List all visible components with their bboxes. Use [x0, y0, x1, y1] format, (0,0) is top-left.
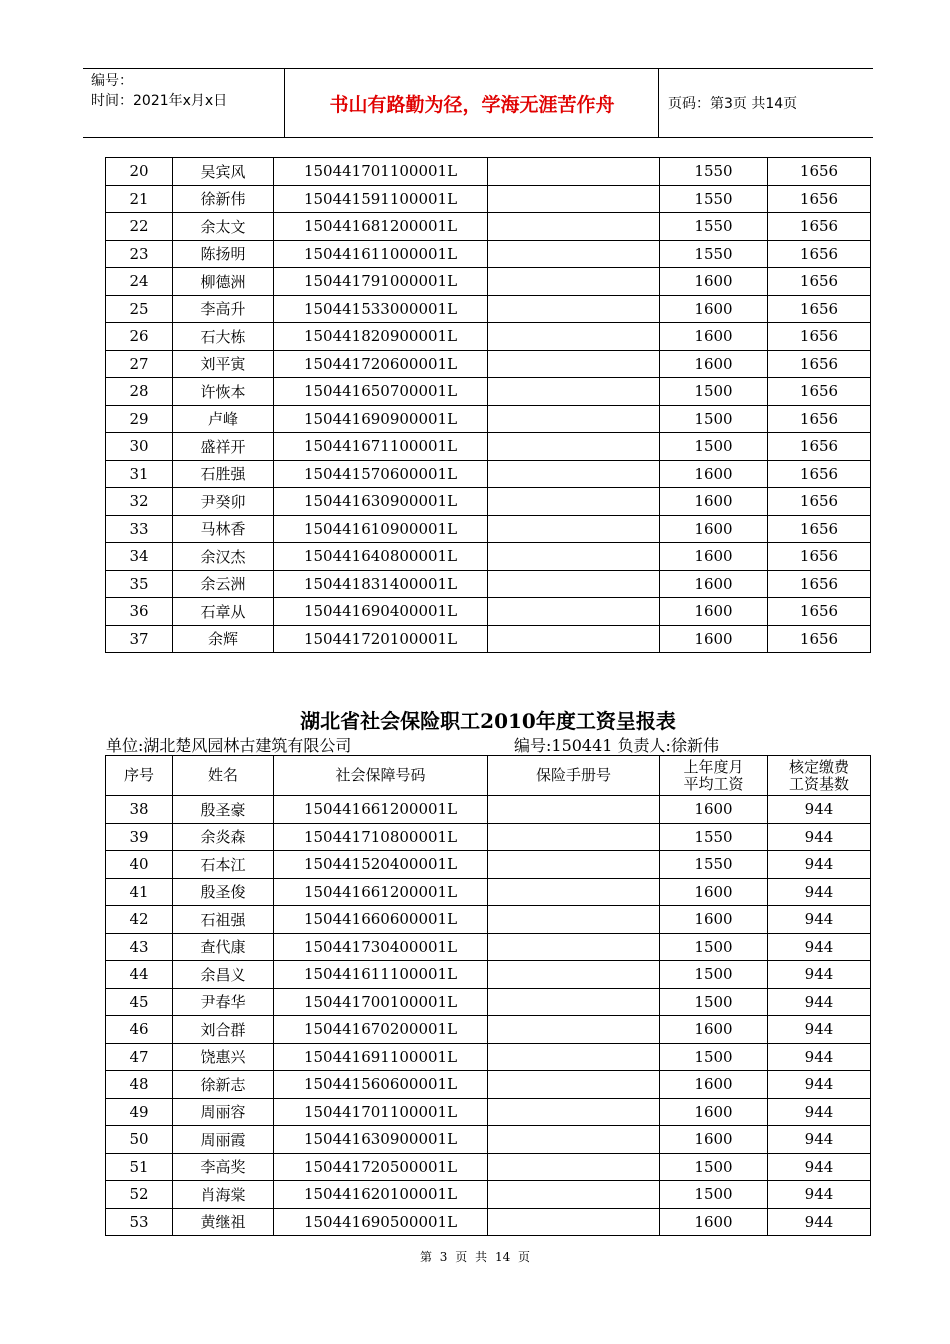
cell-ssn: 150441701100001L	[274, 158, 488, 186]
cell-name: 柳德洲	[173, 268, 274, 296]
cell-ssn: 150441730400001L	[274, 933, 488, 961]
cell-handbook	[488, 906, 660, 934]
cell-avg-wage: 1600	[660, 1126, 768, 1154]
cell-ssn: 150441671100001L	[274, 433, 488, 461]
cell-ssn: 150441630900001L	[274, 488, 488, 516]
cell-name: 卢峰	[173, 405, 274, 433]
cell-seq: 50	[106, 1126, 173, 1154]
footer-page-number: 3	[439, 1250, 448, 1264]
cell-name: 石祖强	[173, 906, 274, 934]
table-row	[106, 625, 871, 653]
page-header	[83, 68, 873, 138]
header-date-label: 时间：2021年x月x日	[91, 93, 228, 109]
footer-total-pages: 14	[494, 1250, 511, 1264]
cell-name: 周丽容	[173, 1098, 274, 1126]
cell-seq: 45	[106, 988, 173, 1016]
page-footer	[0, 1248, 950, 1265]
cell-ssn: 150441700100001L	[274, 988, 488, 1016]
cell-ssn: 150441661200001L	[274, 796, 488, 824]
cell-avg-wage: 1500	[660, 933, 768, 961]
cell-seq: 22	[106, 213, 173, 241]
cell-ssn: 150441690500001L	[274, 1208, 488, 1236]
cell-base-wage: 1656	[768, 598, 871, 626]
cell-base-wage: 1656	[768, 433, 871, 461]
cell-seq: 27	[106, 350, 173, 378]
cell-handbook	[488, 213, 660, 241]
cell-avg-wage: 1600	[660, 1208, 768, 1236]
cell-handbook	[488, 405, 660, 433]
table-header-row	[106, 756, 871, 796]
cell-ssn: 150441630900001L	[274, 1126, 488, 1154]
cell-base-wage: 1656	[768, 323, 871, 351]
table-row	[106, 488, 871, 516]
cell-avg-wage: 1550	[660, 851, 768, 879]
cell-base-wage: 944	[768, 1208, 871, 1236]
cell-avg-wage: 1550	[660, 240, 768, 268]
cell-ssn: 150441661200001L	[274, 878, 488, 906]
cell-name: 陈扬明	[173, 240, 274, 268]
cell-handbook	[488, 543, 660, 571]
cell-ssn: 150441620100001L	[274, 1181, 488, 1209]
cell-avg-wage: 1600	[660, 1071, 768, 1099]
cell-avg-wage: 1600	[660, 515, 768, 543]
cell-name: 殷圣俊	[173, 878, 274, 906]
table-row	[106, 961, 871, 989]
cell-avg-wage: 1500	[660, 961, 768, 989]
cell-base-wage: 1656	[768, 570, 871, 598]
cell-handbook	[488, 1153, 660, 1181]
cell-ssn: 150441591100001L	[274, 185, 488, 213]
table-row	[106, 1181, 871, 1209]
cell-seq: 44	[106, 961, 173, 989]
table-row	[106, 1153, 871, 1181]
cell-name: 余辉	[173, 625, 274, 653]
cell-name: 余太文	[173, 213, 274, 241]
cell-name: 徐新伟	[173, 185, 274, 213]
cell-ssn: 150441831400001L	[274, 570, 488, 598]
cell-avg-wage: 1600	[660, 1016, 768, 1044]
cell-handbook	[488, 268, 660, 296]
cell-handbook	[488, 988, 660, 1016]
cell-handbook	[488, 878, 660, 906]
footer-text: 第	[419, 1250, 432, 1264]
header-page-label: 页码：第3页 共14页	[668, 96, 798, 112]
cell-seq: 26	[106, 323, 173, 351]
cell-name: 余汉杰	[173, 543, 274, 571]
cell-seq: 46	[106, 1016, 173, 1044]
cell-seq: 31	[106, 460, 173, 488]
cell-handbook	[488, 1071, 660, 1099]
table-row	[106, 405, 871, 433]
table-row	[106, 268, 871, 296]
cell-name: 刘合群	[173, 1016, 274, 1044]
cell-handbook	[488, 323, 660, 351]
cell-base-wage: 944	[768, 906, 871, 934]
cell-seq: 41	[106, 878, 173, 906]
table-row	[106, 213, 871, 241]
cell-seq: 29	[106, 405, 173, 433]
table-row	[106, 598, 871, 626]
cell-base-wage: 1656	[768, 625, 871, 653]
cell-seq: 34	[106, 543, 173, 571]
cell-seq: 21	[106, 185, 173, 213]
cell-name: 余炎森	[173, 823, 274, 851]
table-row	[106, 543, 871, 571]
cell-base-wage: 944	[768, 1126, 871, 1154]
cell-handbook	[488, 570, 660, 598]
cell-avg-wage: 1600	[660, 796, 768, 824]
cell-base-wage: 944	[768, 1153, 871, 1181]
cell-ssn: 150441690900001L	[274, 405, 488, 433]
cell-base-wage: 1656	[768, 350, 871, 378]
cell-ssn: 150441720500001L	[274, 1153, 488, 1181]
cell-name: 尹癸卯	[173, 488, 274, 516]
header-avg-wage: 上年度月 平均工资	[660, 756, 768, 796]
wage-table-continued	[105, 157, 871, 653]
cell-handbook	[488, 460, 660, 488]
cell-name: 李高升	[173, 295, 274, 323]
footer-text: 页	[455, 1250, 468, 1264]
cell-avg-wage: 1500	[660, 405, 768, 433]
table-row	[106, 1043, 871, 1071]
cell-avg-wage: 1550	[660, 185, 768, 213]
cell-ssn: 150441670200001L	[274, 1016, 488, 1044]
table-row	[106, 1126, 871, 1154]
cell-base-wage: 1656	[768, 295, 871, 323]
cell-name: 徐新志	[173, 1071, 274, 1099]
cell-handbook	[488, 515, 660, 543]
cell-seq: 23	[106, 240, 173, 268]
header-code-label: 编号：	[91, 73, 133, 89]
table-row	[106, 1098, 871, 1126]
cell-seq: 48	[106, 1071, 173, 1099]
cell-seq: 35	[106, 570, 173, 598]
cell-handbook	[488, 295, 660, 323]
cell-handbook	[488, 796, 660, 824]
cell-handbook	[488, 185, 660, 213]
cell-handbook	[488, 1126, 660, 1154]
unit-line: 单位:湖北楚风园林古建筑有限公司	[106, 736, 352, 755]
cell-avg-wage: 1550	[660, 213, 768, 241]
cell-seq: 42	[106, 906, 173, 934]
cell-name: 余昌义	[173, 961, 274, 989]
header-ssn: 社会保障号码	[274, 756, 488, 796]
table-row	[106, 158, 871, 186]
cell-seq: 25	[106, 295, 173, 323]
cell-base-wage: 944	[768, 1071, 871, 1099]
cell-ssn: 150441611000001L	[274, 240, 488, 268]
cell-handbook	[488, 1181, 660, 1209]
cell-avg-wage: 1600	[660, 598, 768, 626]
cell-seq: 28	[106, 378, 173, 406]
cell-avg-wage: 1600	[660, 488, 768, 516]
table-row	[106, 295, 871, 323]
cell-handbook	[488, 823, 660, 851]
cell-name: 许恢本	[173, 378, 274, 406]
cell-ssn: 150441610900001L	[274, 515, 488, 543]
cell-name: 石大栋	[173, 323, 274, 351]
table-row	[106, 350, 871, 378]
cell-ssn: 150441560600001L	[274, 1071, 488, 1099]
cell-avg-wage: 1500	[660, 1043, 768, 1071]
cell-name: 吴宾风	[173, 158, 274, 186]
cell-name: 石章从	[173, 598, 274, 626]
table-row	[106, 460, 871, 488]
table-row	[106, 570, 871, 598]
table-row	[106, 240, 871, 268]
cell-handbook	[488, 240, 660, 268]
cell-handbook	[488, 1043, 660, 1071]
cell-base-wage: 944	[768, 1016, 871, 1044]
cell-base-wage: 944	[768, 878, 871, 906]
table-row	[106, 1208, 871, 1236]
cell-ssn: 150441660600001L	[274, 906, 488, 934]
cell-handbook	[488, 488, 660, 516]
table-row	[106, 1071, 871, 1099]
cell-seq: 47	[106, 1043, 173, 1071]
cell-handbook	[488, 961, 660, 989]
cell-handbook	[488, 1208, 660, 1236]
cell-ssn: 150441710800001L	[274, 823, 488, 851]
cell-name: 查代康	[173, 933, 274, 961]
cell-base-wage: 1656	[768, 460, 871, 488]
cell-name: 马林香	[173, 515, 274, 543]
cell-seq: 43	[106, 933, 173, 961]
header-base-wage: 核定缴费 工资基数	[768, 756, 871, 796]
table-row	[106, 878, 871, 906]
cell-avg-wage: 1600	[660, 543, 768, 571]
cell-avg-wage: 1600	[660, 460, 768, 488]
cell-ssn: 150441533000001L	[274, 295, 488, 323]
cell-base-wage: 1656	[768, 158, 871, 186]
table-row	[106, 906, 871, 934]
cell-base-wage: 944	[768, 933, 871, 961]
table-row	[106, 1016, 871, 1044]
cell-seq: 51	[106, 1153, 173, 1181]
cell-avg-wage: 1600	[660, 295, 768, 323]
header-motto: 书山有路勤为径，学海无涯苦作舟	[329, 93, 615, 116]
cell-avg-wage: 1600	[660, 268, 768, 296]
cell-avg-wage: 1600	[660, 323, 768, 351]
cell-seq: 32	[106, 488, 173, 516]
table-row	[106, 323, 871, 351]
cell-name: 盛祥开	[173, 433, 274, 461]
cell-base-wage: 944	[768, 851, 871, 879]
cell-ssn: 150441820900001L	[274, 323, 488, 351]
cell-name: 黄继祖	[173, 1208, 274, 1236]
cell-seq: 53	[106, 1208, 173, 1236]
table-row	[106, 796, 871, 824]
cell-handbook	[488, 625, 660, 653]
cell-avg-wage: 1500	[660, 1181, 768, 1209]
cell-base-wage: 1656	[768, 185, 871, 213]
cell-seq: 38	[106, 796, 173, 824]
cell-base-wage: 944	[768, 796, 871, 824]
cell-seq: 30	[106, 433, 173, 461]
cell-seq: 52	[106, 1181, 173, 1209]
cell-name: 余云洲	[173, 570, 274, 598]
table-row	[106, 433, 871, 461]
cell-base-wage: 1656	[768, 268, 871, 296]
cell-base-wage: 944	[768, 961, 871, 989]
cell-base-wage: 944	[768, 823, 871, 851]
header-handbook: 保险手册号	[488, 756, 660, 796]
cell-name: 刘平寅	[173, 350, 274, 378]
cell-avg-wage: 1550	[660, 158, 768, 186]
cell-base-wage: 1656	[768, 240, 871, 268]
code-manager-line: 编号:150441 负责人:徐新伟	[514, 736, 719, 755]
cell-seq: 33	[106, 515, 173, 543]
cell-base-wage: 1656	[768, 515, 871, 543]
cell-ssn: 150441690400001L	[274, 598, 488, 626]
cell-name: 尹春华	[173, 988, 274, 1016]
cell-name: 殷圣豪	[173, 796, 274, 824]
cell-handbook	[488, 933, 660, 961]
cell-base-wage: 944	[768, 1098, 871, 1126]
cell-name: 石胜强	[173, 460, 274, 488]
cell-seq: 20	[106, 158, 173, 186]
footer-text: 共	[475, 1250, 488, 1264]
cell-avg-wage: 1500	[660, 433, 768, 461]
cell-name: 周丽霞	[173, 1126, 274, 1154]
cell-name: 饶惠兴	[173, 1043, 274, 1071]
cell-seq: 24	[106, 268, 173, 296]
cell-ssn: 150441691100001L	[274, 1043, 488, 1071]
cell-base-wage: 1656	[768, 543, 871, 571]
wage-table	[105, 755, 871, 1236]
cell-avg-wage: 1600	[660, 350, 768, 378]
cell-ssn: 150441650700001L	[274, 378, 488, 406]
cell-seq: 36	[106, 598, 173, 626]
header-meta	[91, 71, 287, 135]
footer-text: 页	[518, 1250, 531, 1264]
cell-ssn: 150441720600001L	[274, 350, 488, 378]
table-row	[106, 185, 871, 213]
cell-ssn: 150441520400001L	[274, 851, 488, 879]
cell-name: 肖海棠	[173, 1181, 274, 1209]
cell-handbook	[488, 158, 660, 186]
cell-ssn: 150441791000001L	[274, 268, 488, 296]
cell-seq: 49	[106, 1098, 173, 1126]
cell-handbook	[488, 350, 660, 378]
table-row	[106, 851, 871, 879]
cell-avg-wage: 1500	[660, 378, 768, 406]
cell-avg-wage: 1600	[660, 1098, 768, 1126]
cell-ssn: 150441681200001L	[274, 213, 488, 241]
table-row	[106, 823, 871, 851]
cell-ssn: 150441640800001L	[274, 543, 488, 571]
cell-handbook	[488, 1016, 660, 1044]
cell-seq: 39	[106, 823, 173, 851]
cell-handbook	[488, 1098, 660, 1126]
cell-base-wage: 1656	[768, 213, 871, 241]
cell-avg-wage: 1500	[660, 988, 768, 1016]
cell-avg-wage: 1500	[660, 1153, 768, 1181]
cell-avg-wage: 1600	[660, 906, 768, 934]
header-name: 姓名	[173, 756, 274, 796]
table-row	[106, 933, 871, 961]
cell-ssn: 150441720100001L	[274, 625, 488, 653]
cell-handbook	[488, 378, 660, 406]
cell-ssn: 150441701100001L	[274, 1098, 488, 1126]
cell-handbook	[488, 851, 660, 879]
cell-avg-wage: 1600	[660, 625, 768, 653]
report-title: 湖北省社会保险职工2010年度工资呈报表	[300, 709, 676, 733]
header-divider	[658, 69, 659, 137]
cell-seq: 40	[106, 851, 173, 879]
cell-avg-wage: 1550	[660, 823, 768, 851]
cell-base-wage: 944	[768, 988, 871, 1016]
cell-handbook	[488, 433, 660, 461]
cell-ssn: 150441611100001L	[274, 961, 488, 989]
cell-name: 石本江	[173, 851, 274, 879]
header-seq: 序号	[106, 756, 173, 796]
cell-base-wage: 1656	[768, 378, 871, 406]
cell-ssn: 150441570600001L	[274, 460, 488, 488]
cell-base-wage: 1656	[768, 405, 871, 433]
cell-avg-wage: 1600	[660, 570, 768, 598]
table-row	[106, 378, 871, 406]
table-row	[106, 988, 871, 1016]
cell-handbook	[488, 598, 660, 626]
table-row	[106, 515, 871, 543]
cell-name: 李高奖	[173, 1153, 274, 1181]
cell-avg-wage: 1600	[660, 878, 768, 906]
cell-base-wage: 1656	[768, 488, 871, 516]
cell-seq: 37	[106, 625, 173, 653]
cell-base-wage: 944	[768, 1043, 871, 1071]
cell-base-wage: 944	[768, 1181, 871, 1209]
